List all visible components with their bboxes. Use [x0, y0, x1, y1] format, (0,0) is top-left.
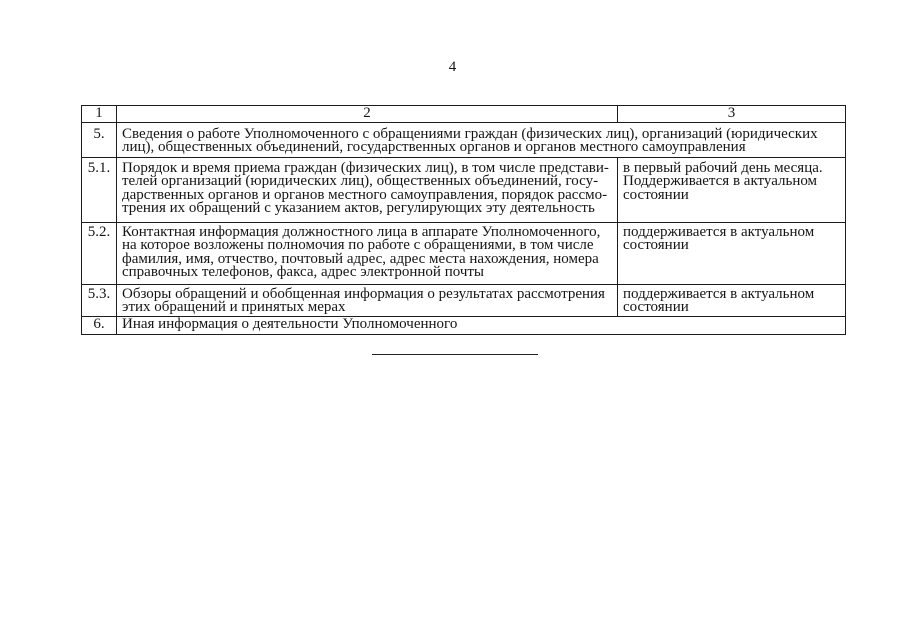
closing-rule [372, 354, 538, 355]
section-6-title: Иная информация о деятельности Уполномоченного [117, 317, 846, 335]
page-number: 4 [448, 59, 457, 75]
term-line: в первый рабочий день месяца. [623, 160, 823, 176]
header-cell-3: 3 [618, 106, 846, 123]
description-line: этих обращений и принятых мерах [122, 299, 346, 316]
description-line: на которое возложены полномочия по работе с обращениями, в том числе [122, 237, 594, 254]
description-line: справочных телефонов, факса, адрес электронной почты [122, 263, 485, 280]
info-table [81, 105, 846, 335]
row-number-6: 6. [82, 317, 117, 335]
description-line: Контактная информация должностного лица в аппарате Уполномоченного, [122, 224, 601, 240]
section-5-title [117, 123, 846, 158]
description-line: фамилия, имя, отчество, почтовый адрес, адрес места нахождения, номера [122, 250, 599, 267]
description-line: трения их обращений с указанием актов, регулирующих эту деятельность [122, 199, 595, 216]
row-number-5-2: 5.2. [82, 223, 117, 285]
row-5-2-term [618, 223, 846, 285]
term-line: поддерживается в актуальном [623, 224, 815, 240]
term-line: состоянии [623, 186, 689, 203]
row-number-5: 5. [82, 123, 117, 158]
row-number-5-3: 5.3. [82, 285, 117, 317]
description-line: Порядок и время приема граждан (физических лиц), в том числе представи- [122, 160, 609, 176]
row-5-3-term [618, 285, 846, 317]
description-line: дарственных органов и органов местного самоуправления, порядок рассмо- [122, 186, 608, 203]
row-5-2-description [117, 223, 618, 285]
description-line: телей организаций (юридических лиц), общественных объединений, госу- [122, 173, 599, 190]
row-5-1-description [117, 158, 618, 223]
term-line: Поддерживается в актуальном [623, 173, 818, 190]
title-line: лиц), общественных объединений, государственных органов и органов местного самоуправления [122, 139, 746, 156]
row-5-1-term [618, 158, 846, 223]
header-cell-2: 2 [117, 106, 618, 123]
description-line: Обзоры обращений и обобщенная информация о результатах рассмотрения [122, 286, 605, 302]
row-5-3-description [117, 285, 618, 317]
header-cell-1: 1 [82, 106, 117, 123]
row-number-5-1: 5.1. [82, 158, 117, 223]
title-line: Сведения о работе Уполномоченного с обращениями граждан (физических лиц), организаций (юридических [122, 126, 818, 142]
term-line: состоянии [623, 237, 689, 254]
term-line: поддерживается в актуальном [623, 286, 815, 302]
term-line: состоянии [623, 299, 689, 316]
